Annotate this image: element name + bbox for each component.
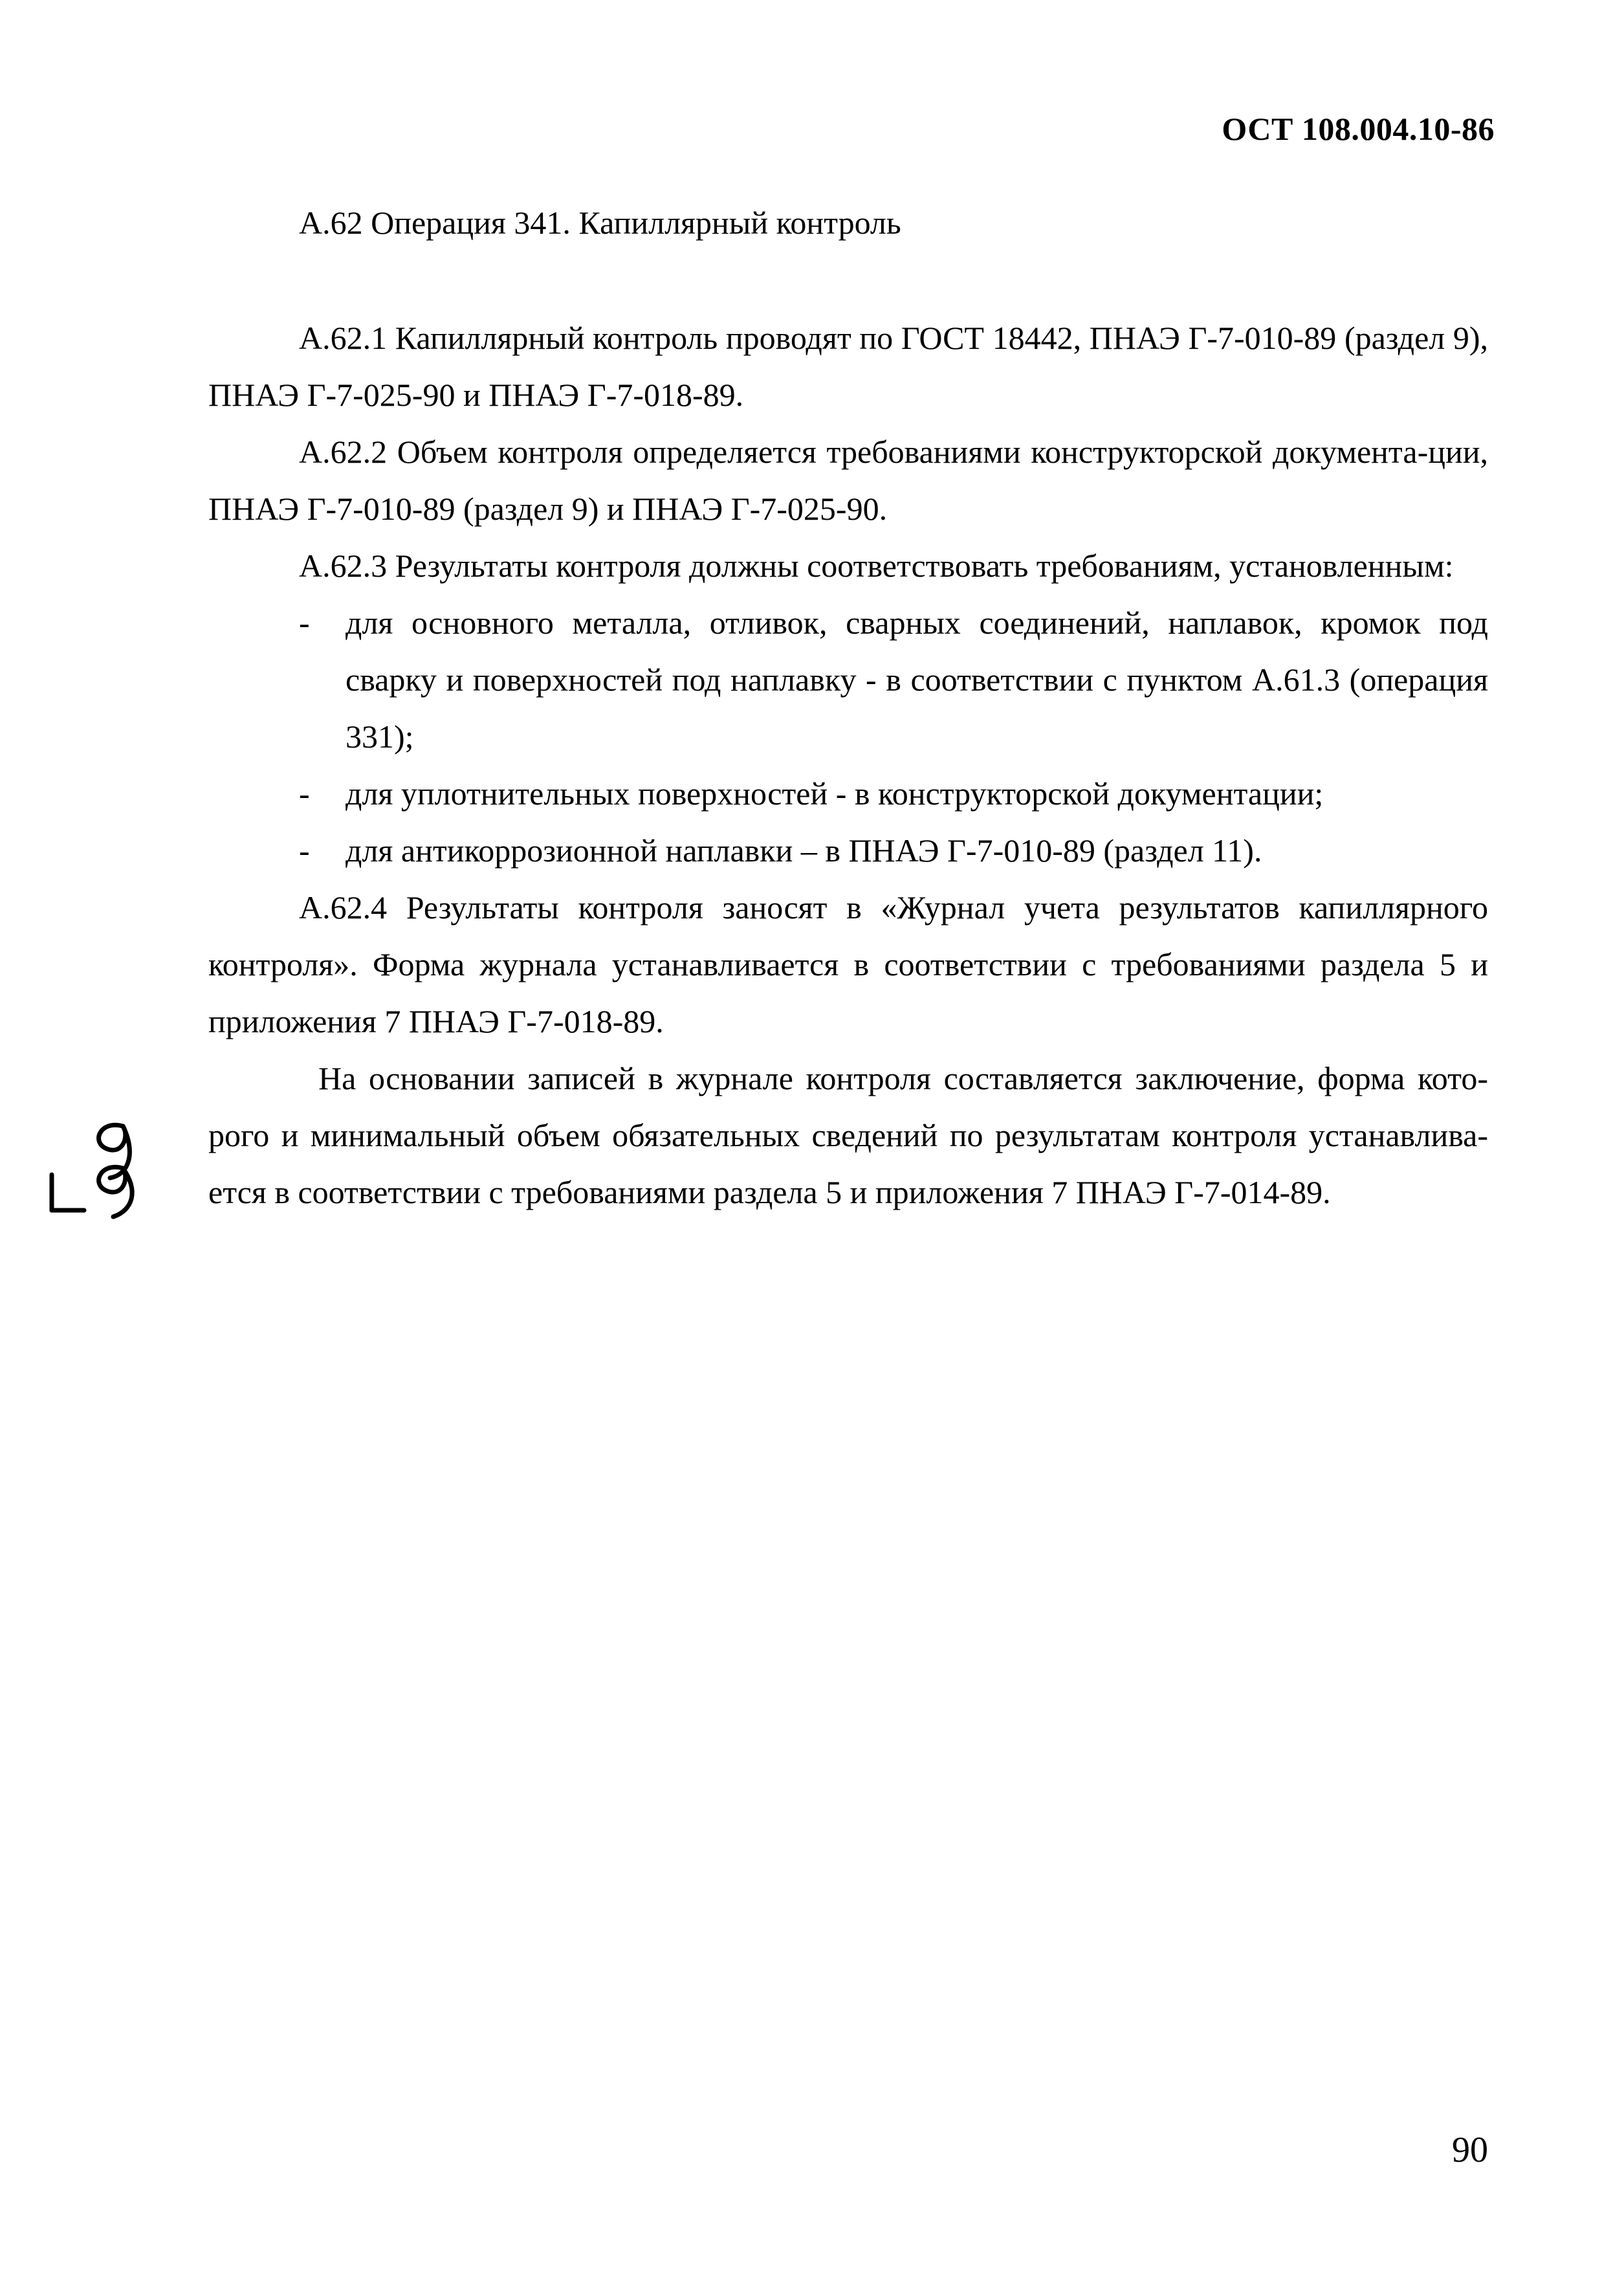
list-item	[208, 822, 1488, 879]
paragraph-a62-3: А.62.3 Результаты контроля должны соответствовать требованиям, установленным:	[299, 548, 1454, 584]
body-text-block	[208, 309, 1488, 1221]
paragraph-a62-4: А.62.4 Результаты контроля заносят в «Журнал учета результатов капиллярного контроля». Форма журнала устанавливается в соответствии с требованиями раздела 5 и приложения 7 ПНАЭ Г-7-018-89.	[208, 889, 1488, 1039]
paragraph-a62-1: А.62.1 Капиллярный контроль проводят по ГОСТ 18442, ПНАЭ Г-7-010-89 (раздел 9), ПНАЭ Г-7-025-90 и ПНАЭ Г-7-018-89.	[208, 320, 1488, 413]
handwritten-page-mark	[26, 1113, 155, 1230]
paragraph-conclusion: На основании записей в журнале контроля составляется заключение, форма кото-рого и минимальный объем обязательных сведений по результатам контроля устанавлива-ется в соответствии с требованиями раздела 5 и приложения 7 ПНАЭ Г-7-014-89.	[208, 1060, 1488, 1210]
page-number: 90	[1452, 2130, 1488, 2170]
bullet-dash: -	[299, 604, 310, 641]
paragraph-a62-2: А.62.2 Объем контроля определяется требованиями конструкторской документа-ции, ПНАЭ Г-7-010-89 (раздел 9) и ПНАЭ Г-7-025-90.	[208, 434, 1488, 527]
document-code-header: ОСТ 108.004.10-86	[1222, 111, 1495, 147]
section-title: А.62 Операция 341. Капиллярный контроль	[299, 205, 901, 241]
list-item	[208, 594, 1488, 765]
bullet-text: для антикоррозионной наплавки – в ПНАЭ Г-7-010-89 (раздел 11).	[346, 832, 1262, 869]
list-item	[208, 765, 1488, 822]
bullet-text: для основного металла, отливок, сварных соединений, наплавок, кромок под сварку и поверхностей под наплавку - в соответствии с пунктом А.61.3 (операция 331);	[346, 604, 1488, 755]
bullet-dash: -	[299, 832, 310, 869]
bullet-text: для уплотнительных поверхностей - в конструкторской документации;	[346, 775, 1324, 812]
bullet-dash: -	[299, 775, 310, 812]
